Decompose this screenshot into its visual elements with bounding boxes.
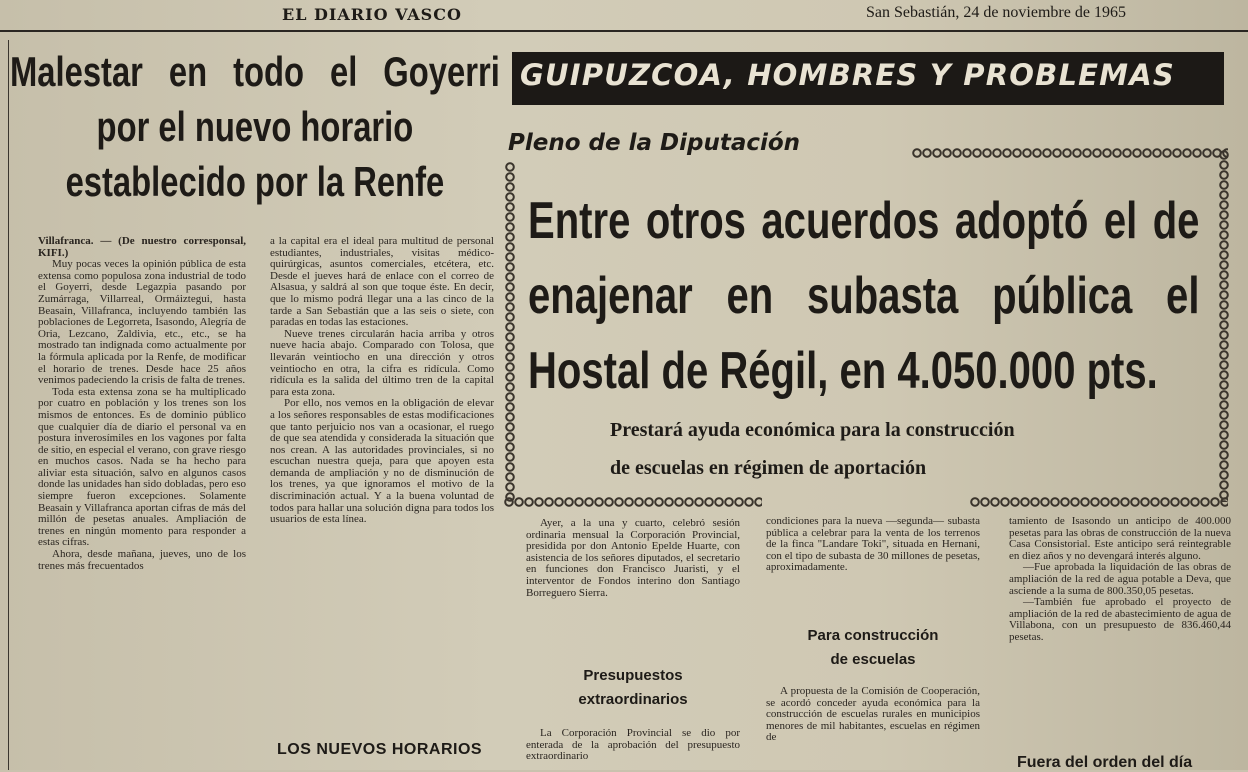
section-heading-fuera: Fuera del orden del día <box>1017 754 1193 771</box>
main-headline-line-1: Entre otros acuerdos adoptó el de <box>528 192 1200 250</box>
paragraph: —También fue aprobado el proyecto de ampliación de la red de abastecimiento de agua de Villabona, con un presupuesto de 836.460,44 pesetas. <box>1009 596 1231 643</box>
left-headline <box>10 44 500 209</box>
decorative-border-left <box>504 162 516 502</box>
paragraph: Ahora, desde mañana, jueves, uno de los trenes más frecuentados <box>38 548 246 572</box>
main-headline-line-2: enajenar en subasta pública el <box>528 267 1200 325</box>
subheadline <box>610 411 1210 487</box>
left-headline-line-1: Malestar en todo el Goyerri <box>10 48 500 95</box>
paragraph: condiciones para la nueva —segunda— subasta pública a celebrar para la venta de los terrenos de la finca "Landare Toki", situada en Hernani, con el tipo de subasta de 30 millones de pesetas, aproximadamente. <box>766 515 980 574</box>
paragraph: a la capital era el ideal para multitud de personal estudiantes, industriales, visitas médico-quirúrgicas, asuntos comerciales, etcétera, etc. Desde el jueves hará de enlace con el correo de Alsasua, y saldrá al son que toque éste. En decir, que lo mismo podrá llegar una a las cinco de la tarde a San Sebastián que a las seis o siete, con paradas en todas las estaciones. <box>270 235 494 329</box>
paragraph: Por ello, nos vemos en la obligación de elevar a los señores responsables de estas modificaciones que tanto perjuicio nos van a ocasionar, el ruego de que sea atendida y considerada la situación que nos crean. A las autoridades provinciales, si no escuchan nuestra queja, para que apoyen esta demanda de ampliación y no de disminución de los trenes, ya que ignoramos el motivo de la discriminación actual. Y a la buena voluntad de todos para hallar una solución digna para todos los usuarios de esta línea. <box>270 397 494 526</box>
right-article-column-1b <box>526 728 740 763</box>
paragraph: La Corporación Provincial se dio por enterada de la aprobación del presupuesto extraordinario <box>526 727 740 763</box>
paragraph: A propuesta de la Comisión de Cooperación, se acordó conceder ayuda económica para la construcción de escuelas rurales en municipios menores de mil habitantes, escuelas en régimen de <box>766 685 980 744</box>
left-article-column-1 <box>38 236 246 572</box>
right-article-column-2 <box>766 516 980 574</box>
paragraph: Muy pocas veces la opinión pública de esta extensa como populosa zona industrial de todo el Goyerri, desde Legazpia pasando por Zumárraga, Villarreal, Ormáiztegui, hasta Beasain, Villafranca, incluyendo también las poblaciones de Legorreta, Isasondo, Alegría de Oria, Lezcano, Zaldivia, etc., etc., se ha mostrado tan indignada como actualmente por la fórmula aplicada por la Renfe, de modificar el horario de trenes. Desde hace 25 años venimos padeciendo la crisis de falta de trenes. <box>38 258 246 387</box>
left-headline-line-3: establecido por la Renfe <box>65 158 445 205</box>
left-article-column-2 <box>270 236 494 526</box>
paper-name: EL DIARIO VASCO <box>282 5 462 24</box>
subhead-line: Para construcción <box>807 627 939 644</box>
paragraph: Ayer, a la una y cuarto, celebró sesión ordinaria mensual la Corporación Provincial, presidida por don Antonio Epelde Huarte, con asistencia de los señores diputados, el secretario en funciones don Francisco Juaristi, y el interventor de Fondos interino don Santiago Borreguero Sierra. <box>526 517 740 599</box>
dateline: San Sebastián, 24 de noviembre de 1965 <box>866 4 1126 21</box>
paragraph: tamiento de Isasondo un anticipo de 400.000 pesetas para las obras de construcción de la nueva Casa Consistorial. Este anticipo será reintegrable en diez años y no devengará interés alguno. <box>1009 515 1231 562</box>
byline: Villafranca. — (De nuestro corresponsal, KIFI.) <box>38 235 246 259</box>
subhead-line: extraordinarios <box>578 691 688 708</box>
right-article-column-2b <box>766 686 980 744</box>
decorative-border-bottom-left <box>504 496 762 508</box>
kicker: Pleno de la Diputación <box>508 130 801 156</box>
subhead-line: de escuelas <box>830 651 916 668</box>
decorative-border-top <box>912 147 1228 159</box>
right-article-column-1 <box>526 518 740 599</box>
left-headline-line-2: por el nuevo horario <box>96 103 414 150</box>
decorative-border-right <box>1218 150 1230 502</box>
subheadline-line-1: Prestará ayuda económica para la construcción <box>610 419 1015 441</box>
paragraph: Toda esta extensa zona se ha multiplicado por cuatro en población y los trenes son los mismos de entonces. Es de dominio público que cualquier día de diario el personal va en postura inverosímiles en los vagones por falta de sitio, en especial el verano, con grave riesgo en muchos casos. Nada se ha hecho para aliviar esta situación, salvo en algunos casos donde las unidades han sido dobladas, pero eso siempre fueron excepciones. Solamente Beasain y Villafranca aportan cifras de más del millón de pesetas anuales. Ampliación de trenes en ningún momento para responder a estas cifras. <box>38 385 246 549</box>
masthead <box>0 0 1248 32</box>
section-heading-nuevos-horarios: LOS NUEVOS HORARIOS <box>277 741 483 758</box>
main-headline-line-3: Hostal de Régil, en 4.050.000 pts. <box>528 342 1158 400</box>
subhead-escuelas <box>766 624 980 672</box>
section-banner-title: GUIPUZCOA, HOMBRES Y PROBLEMAS <box>520 58 1175 92</box>
paragraph: —Fue aprobada la liquidación de las obras de ampliación de la red de agua potable a Deva, que asciende a la suma de 800.350,05 pesetas. <box>1009 561 1231 597</box>
subhead-presupuestos <box>526 664 740 712</box>
right-article-column-3 <box>1009 516 1231 644</box>
decorative-border-bottom-right <box>970 496 1228 508</box>
main-headline <box>528 184 1199 409</box>
subheadline-line-2: de escuelas en régimen de aportación <box>610 457 927 479</box>
subhead-line: Presupuestos <box>583 667 683 684</box>
paragraph: Nueve trenes circularán hacia arriba y otros nueve hacia abajo. Comparado con Tolosa, que llevarán veintiocho en una dirección y otros veintiocho en otra, la cifra es ridícula. Como ridícula es la salida del último tren de la capital para esta zona. <box>270 327 494 398</box>
column-rule <box>8 40 9 770</box>
